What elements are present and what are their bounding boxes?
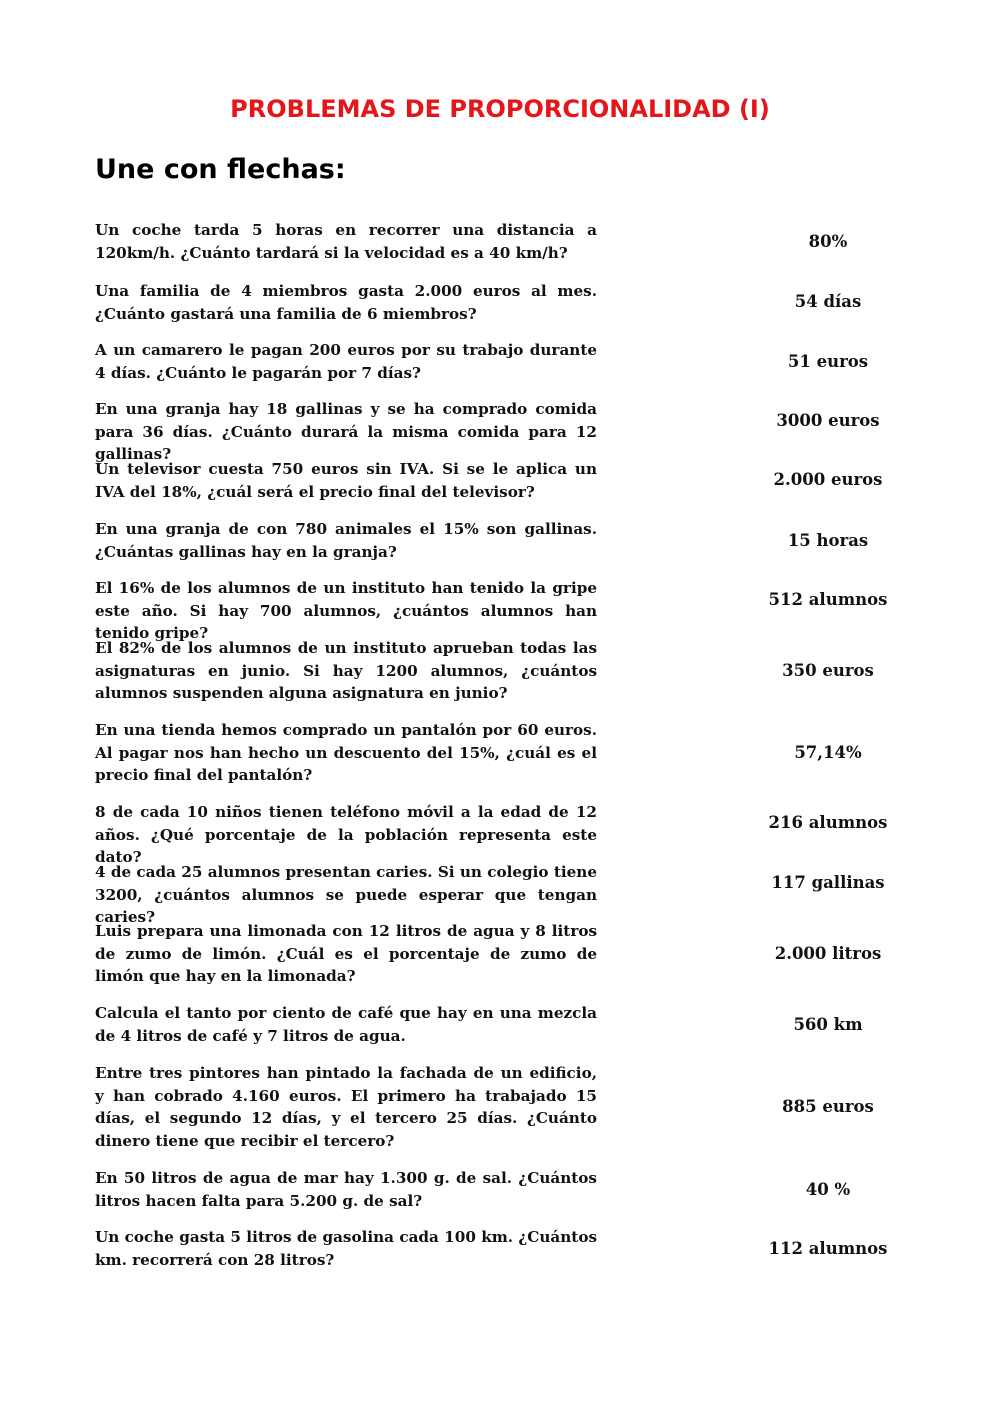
problem-statement: Calcula el tanto por ciento de café que hay en una mezcla de 4 litros de café y 7 litros de agua. (95, 1004, 597, 1045)
answer-option[interactable]: 80% (808, 232, 848, 251)
answer-option[interactable]: 2.000 euros (773, 470, 883, 489)
answer-option[interactable]: 3000 euros (776, 411, 880, 430)
answer-option[interactable]: 885 euros (782, 1097, 874, 1116)
problem-statement: En una granja hay 18 gallinas y se ha comprado comida para 36 días. ¿Cuánto durará la misma comida para 12 gallinas? (95, 400, 597, 463)
answer-option[interactable]: 117 gallinas (771, 873, 885, 892)
answer-option[interactable]: 54 días (794, 292, 862, 311)
answer-option[interactable]: 560 km (793, 1015, 863, 1034)
problem-statement: Un televisor cuesta 750 euros sin IVA. Si se le aplica un IVA del 18%, ¿cuál será el precio final del televisor? (95, 460, 597, 501)
problem-statement: Entre tres pintores han pintado la fachada de un edificio, y han cobrado 4.160 euros. El primero ha trabajado 15 días, el segundo 12 días, y el tercero 25 días. ¿Cuánto dinero tiene que recibir el tercero? (95, 1064, 597, 1150)
problem-statement: En una granja de con 780 animales el 15% son gallinas. ¿Cuántas gallinas hay en la granja? (95, 520, 597, 561)
problem-statement: El 16% de los alumnos de un instituto han tenido la gripe este año. Si hay 700 alumnos, ¿cuántos alumnos han tenido gripe? (95, 579, 597, 642)
answer-option[interactable]: 512 alumnos (768, 590, 888, 609)
problem-statement: Un coche gasta 5 litros de gasolina cada 100 km. ¿Cuántos km. recorrerá con 28 litros? (95, 1228, 597, 1269)
problem-statement: Un coche tarda 5 horas en recorrer una distancia a 120km/h. ¿Cuánto tardará si la velocidad es a 40 km/h? (95, 221, 597, 262)
problem-statement: En 50 litros de agua de mar hay 1.300 g. de sal. ¿Cuántos litros hacen falta para 5.200 g. de sal? (95, 1169, 597, 1210)
answer-option[interactable]: 216 alumnos (768, 813, 888, 832)
problem-statement: En una tienda hemos comprado un pantalón por 60 euros. Al pagar nos han hecho un descuento del 15%, ¿cuál es el precio final del pantalón? (95, 721, 597, 784)
problem-statement: A un camarero le pagan 200 euros por su trabajo durante 4 días. ¿Cuánto le pagarán por 7 días? (95, 341, 597, 382)
answer-option[interactable]: 112 alumnos (768, 1239, 888, 1258)
answer-option[interactable]: 350 euros (782, 661, 874, 680)
instruction-heading: Une con flechas: (95, 154, 346, 185)
answer-option[interactable]: 2.000 litros (774, 944, 882, 963)
problem-statement: Una familia de 4 miembros gasta 2.000 euros al mes. ¿Cuánto gastará una familia de 6 miembros? (95, 282, 597, 323)
problem-statement: 4 de cada 25 alumnos presentan caries. Si un colegio tiene 3200, ¿cuántos alumnos se puede esperar que tengan caries? (95, 863, 597, 926)
answer-option[interactable]: 40 % (805, 1180, 851, 1199)
problem-statement: El 82% de los alumnos de un instituto aprueban todas las asignaturas en junio. Si hay 1200 alumnos, ¿cuántos alumnos suspenden alguna asignatura en junio? (95, 639, 597, 702)
page-title: PROBLEMAS DE PROPORCIONALIDAD (I) (230, 95, 770, 123)
answer-option[interactable]: 51 euros (787, 352, 869, 371)
answer-option[interactable]: 57,14% (794, 743, 862, 762)
answer-option[interactable]: 15 horas (787, 531, 869, 550)
problem-statement: Luis prepara una limonada con 12 litros de agua y 8 litros de zumo de limón. ¿Cuál es el porcentaje de zumo de limón que hay en la limonada? (95, 922, 597, 985)
problem-statement: 8 de cada 10 niños tienen teléfono móvil a la edad de 12 años. ¿Qué porcentaje de la población representa este dato? (95, 803, 597, 866)
